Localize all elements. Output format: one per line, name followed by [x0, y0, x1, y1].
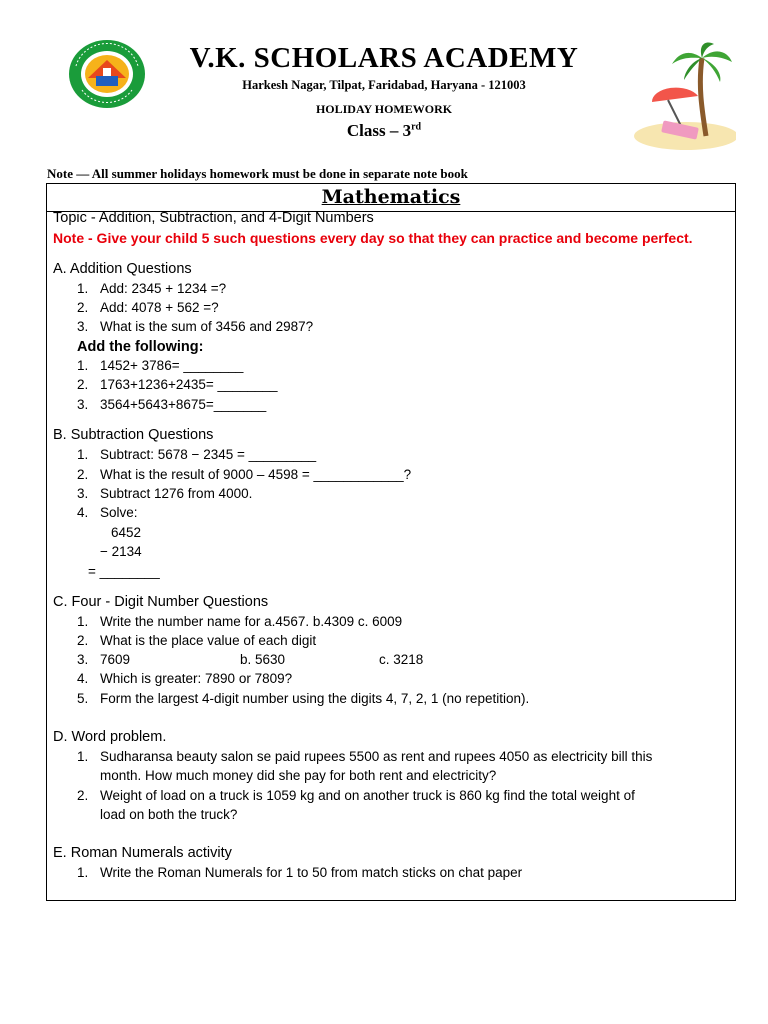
list-item: Subtract 1276 from 4000.	[100, 486, 253, 501]
homework-title: HOLIDAY HOMEWORK	[315, 102, 453, 116]
list-item: Weight of load on a truck is 1059 kg and on another truck is 860 kg find the total weight of	[100, 788, 635, 803]
solve-line-2: − 2134	[100, 544, 142, 559]
section-e-title: E. Roman Numerals activity	[53, 845, 232, 861]
list-number: 3.	[77, 397, 89, 412]
list-number: 3.	[77, 486, 89, 501]
add-following-title: Add the following:	[77, 339, 204, 355]
solve-line-3: = ________	[88, 564, 160, 579]
list-number: 2.	[77, 300, 89, 315]
list-number: 1.	[77, 865, 89, 880]
class-label: Class – 3rd	[346, 121, 422, 140]
list-number: 2.	[77, 467, 89, 482]
list-item: Sudharansa beauty salon se paid rupees 5500 as rent and rupees 4050 as electricity bill this	[100, 749, 653, 764]
section-a-title: A. Addition Questions	[53, 261, 192, 277]
list-number: 2.	[77, 633, 89, 648]
section-c-title: C. Four - Digit Number Questions	[53, 594, 269, 610]
list-number: 2.	[77, 377, 89, 392]
practice-note: Note - Give your child 5 such questions every day so that they can practice and become perfect.	[53, 230, 693, 246]
list-item: What is the result of 9000 – 4598 = ____________?	[100, 467, 412, 482]
subject-title: Mathematics	[321, 186, 461, 208]
list-item: Form the largest 4-digit number using the digits 4, 7, 2, 1 (no repetition).	[100, 691, 530, 706]
list-number: 3.	[77, 319, 89, 334]
list-item: Which is greater: 7890 or 7809?	[100, 671, 293, 686]
list-item: Subtract: 5678 − 2345 = _________	[100, 447, 317, 462]
list-number: 4.	[77, 505, 89, 520]
list-item: Add: 2345 + 1234 =?	[100, 281, 227, 296]
subject-header	[47, 184, 735, 212]
list-number: 1.	[77, 749, 89, 764]
list-item: 1763+1236+2435= ________	[100, 377, 278, 392]
list-item: Write the Roman Numerals for 1 to 50 from match sticks on chat paper	[100, 865, 523, 880]
solve-line-1: 6452	[111, 525, 142, 540]
list-item: Solve:	[100, 505, 138, 520]
topic-line: Topic - Addition, Subtraction, and 4-Digit Numbers	[53, 210, 374, 226]
list-item-option-c: c. 3218	[379, 652, 424, 667]
list-item: Write the number name for a.4567. b.4309 c. 6009	[100, 614, 403, 629]
school-address: Harkesh Nagar, Tilpat, Faridabad, Haryana - 121003	[242, 78, 526, 92]
school-name: V.K. SCHOLARS ACADEMY	[189, 42, 579, 74]
list-number: 2.	[77, 788, 89, 803]
list-item: 3564+5643+8675=_______	[100, 397, 267, 412]
section-b-title: B. Subtraction Questions	[53, 427, 214, 443]
homework-note: Note — All summer holidays homework must be done in separate note book	[47, 166, 468, 181]
list-item: What is the place value of each digit	[100, 633, 317, 648]
list-item: What is the sum of 3456 and 2987?	[100, 319, 314, 334]
list-number: 4.	[77, 671, 89, 686]
list-number: 1.	[77, 447, 89, 462]
list-number: 5.	[77, 691, 89, 706]
list-item-continued: load on both the truck?	[100, 807, 238, 822]
section-d-title: D. Word problem.	[53, 729, 167, 745]
list-number: 1.	[77, 614, 89, 629]
list-number: 1.	[77, 358, 89, 373]
list-number: 1.	[77, 281, 89, 296]
list-item: 7609	[100, 652, 131, 667]
list-item-option-b: b. 5630	[240, 652, 286, 667]
list-number: 3.	[77, 652, 89, 667]
beach-illustration	[628, 40, 736, 152]
list-item: Add: 4078 + 562 =?	[100, 300, 219, 315]
list-item-continued: month. How much money did she pay for both rent and electricity?	[100, 768, 497, 783]
list-item: 1452+ 3786= ________	[100, 358, 244, 373]
